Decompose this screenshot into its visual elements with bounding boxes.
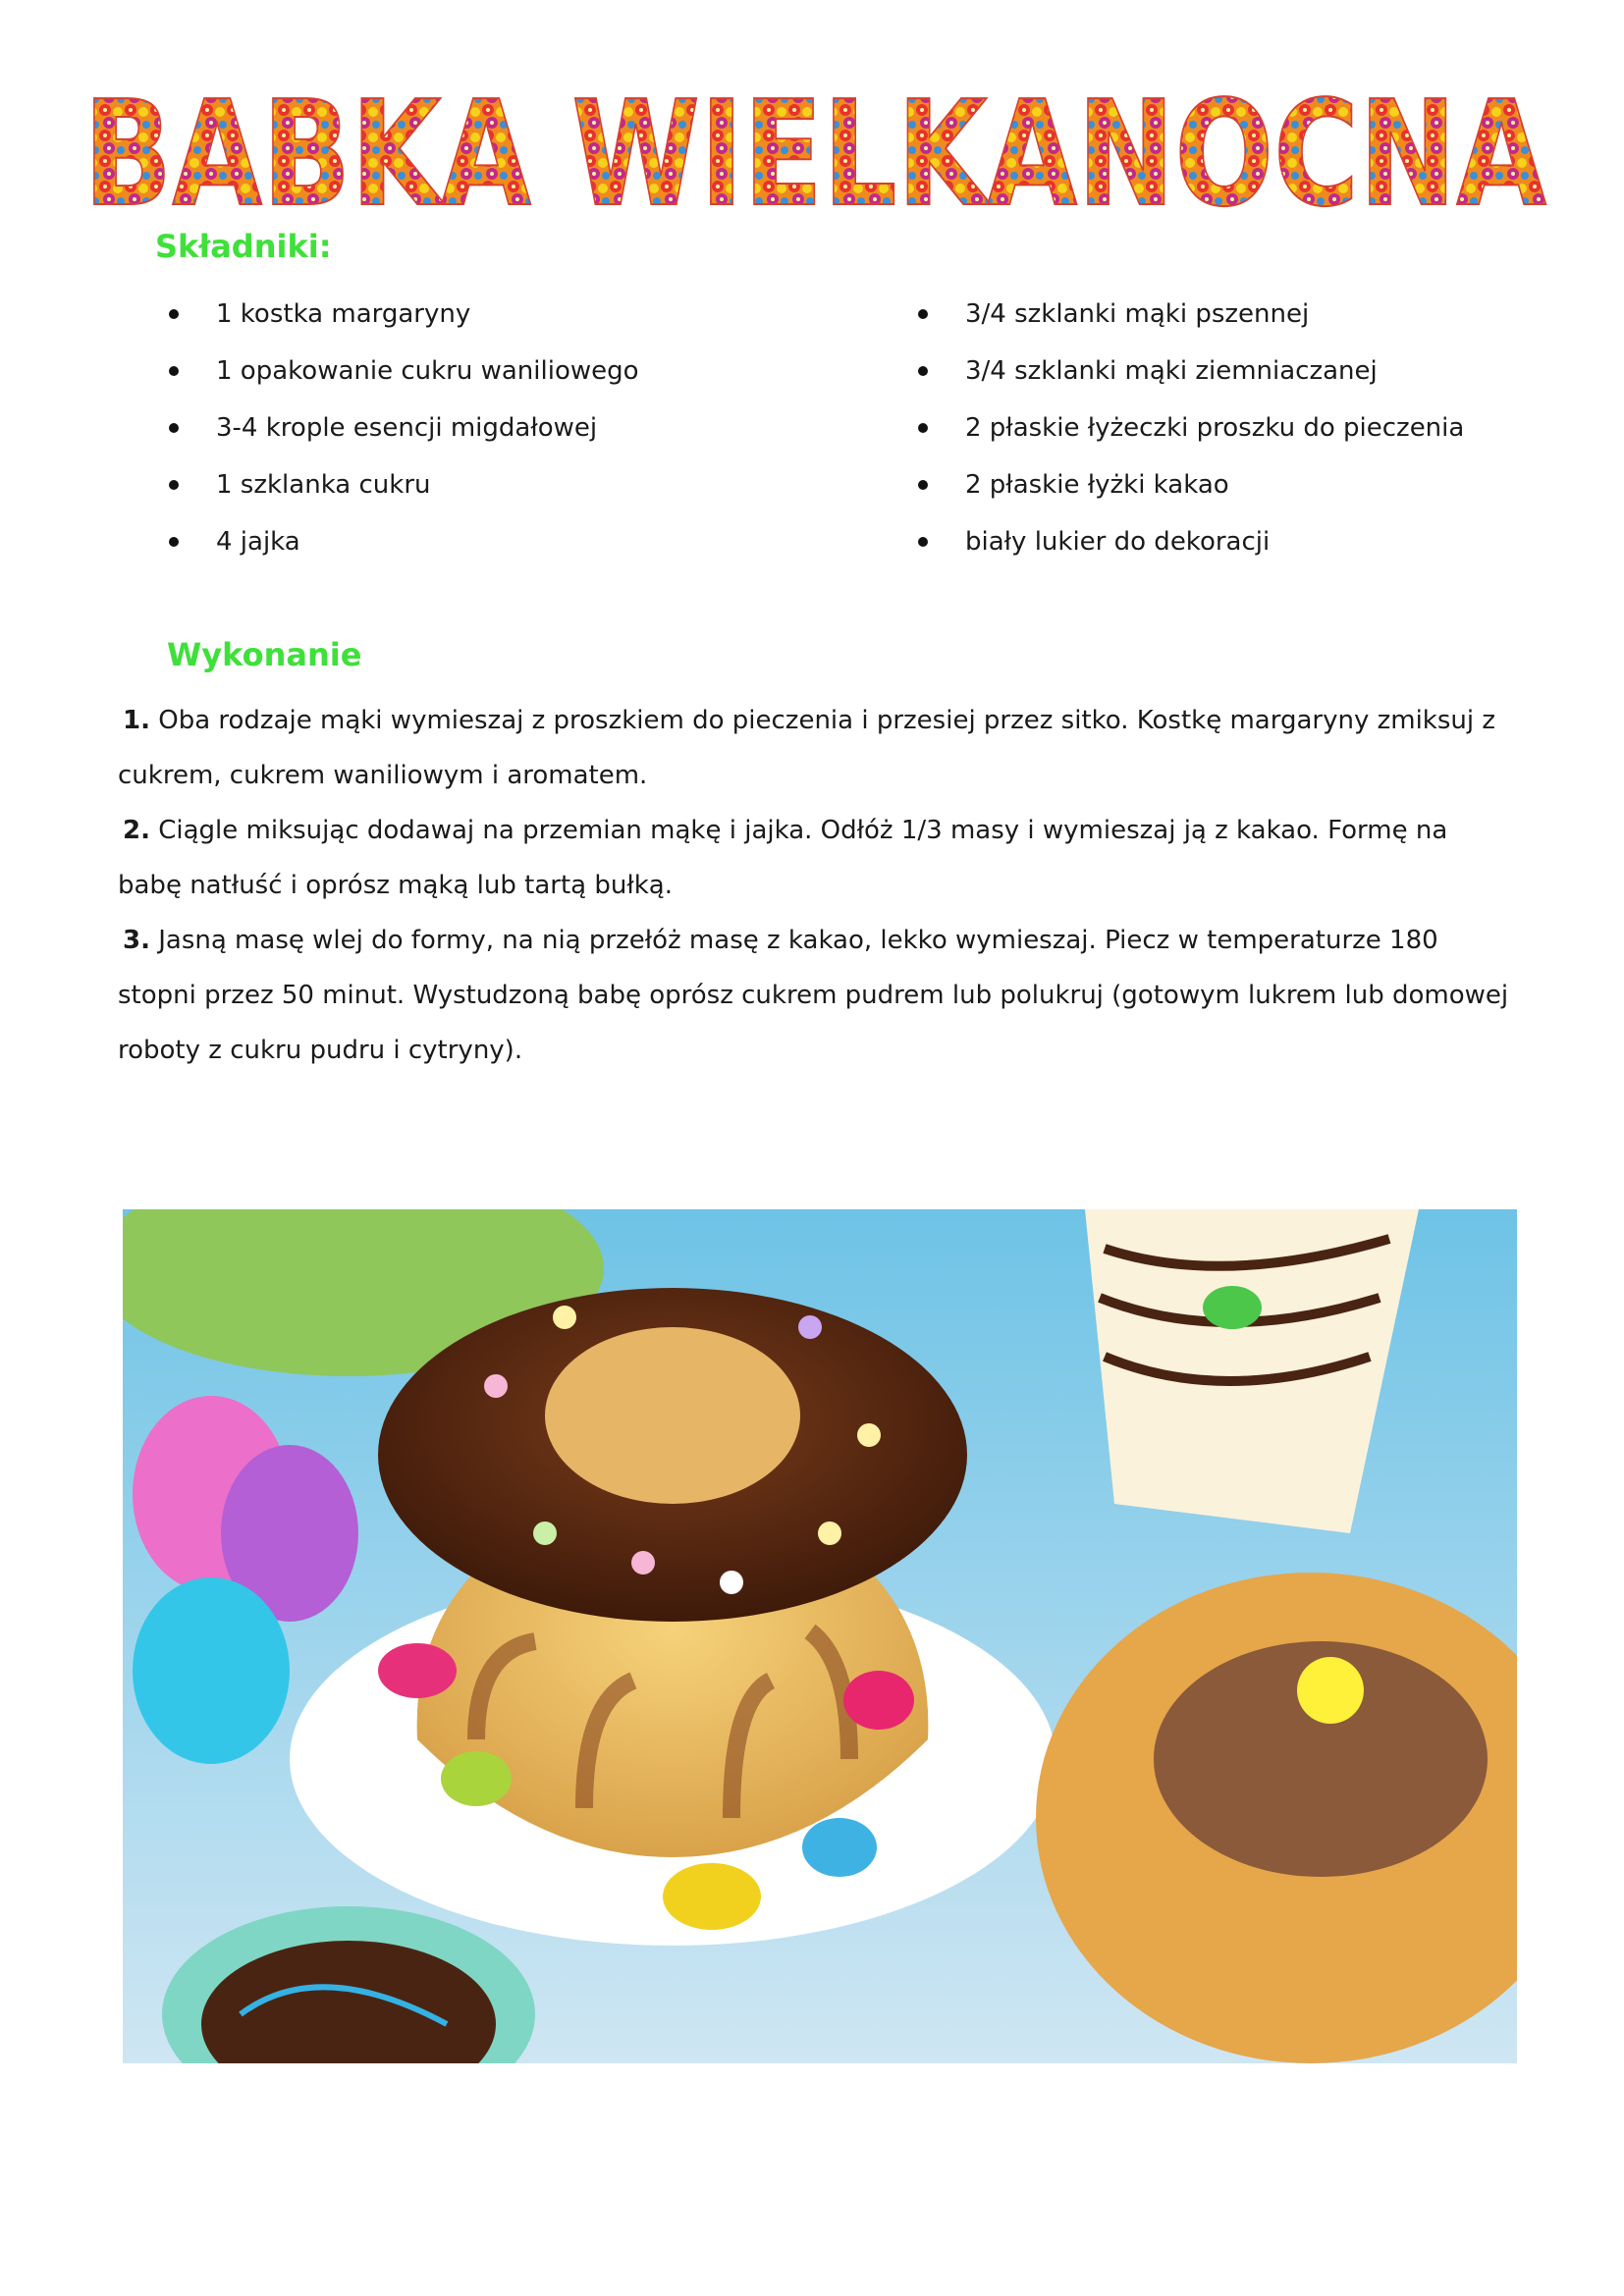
title-text: BABKA WIELKANOCNA xyxy=(83,79,1546,226)
step-text: Oba rodzaje mąki wymieszaj z proszkiem do pieczenia i przesiej przez sitko. Kostkę margaryny zmiksuj z cukrem, cukrem waniliowym i aromatem. xyxy=(118,706,1496,790)
babka-photo xyxy=(123,1209,1517,2063)
ingredients-list-right xyxy=(918,286,1464,570)
step-text: Jasną masę wlej do formy, na nią przełóż masę z kakao, lekko wymieszaj. Piecz w temperaturze 180 stopni przez 50 minut. Wystudzoną babę oprósz cukrem pudrem lub polukruj (gotowym lukrem lub domowej roboty z cukru pudru i cytryny). xyxy=(118,926,1509,1065)
step-number: 3. xyxy=(123,926,150,955)
list-item: 1 opakowanie cukru waniliowego xyxy=(169,343,639,400)
method-steps xyxy=(118,693,1512,1078)
ingredients-heading: Składniki: xyxy=(155,228,332,265)
step-1 xyxy=(118,693,1512,803)
step-2 xyxy=(118,803,1512,913)
ingredients-list-left xyxy=(169,286,639,570)
list-item: 3-4 krople esencji migdałowej xyxy=(169,400,639,456)
list-item: 3/4 szklanki mąki pszennej xyxy=(918,286,1464,343)
step-number: 2. xyxy=(123,816,150,845)
list-item: 1 szklanka cukru xyxy=(169,456,639,513)
list-item: biały lukier do dekoracji xyxy=(918,513,1464,570)
step-text: Ciągle miksując dodawaj na przemian mąkę i jajka. Odłóż 1/3 masy i wymieszaj ją z kakao. Formę na babę natłuść i oprósz mąką lub tartą bułką. xyxy=(118,816,1448,900)
list-item: 2 płaskie łyżeczki proszku do pieczenia xyxy=(918,400,1464,456)
step-3 xyxy=(118,913,1512,1078)
list-item: 3/4 szklanki mąki ziemniaczanej xyxy=(918,343,1464,400)
list-item: 2 płaskie łyżki kakao xyxy=(918,456,1464,513)
step-number: 1. xyxy=(123,706,150,735)
list-item: 1 kostka margaryny xyxy=(169,286,639,343)
list-item: 4 jajka xyxy=(169,513,639,570)
page-title xyxy=(74,79,1556,226)
method-heading: Wykonanie xyxy=(167,636,362,673)
